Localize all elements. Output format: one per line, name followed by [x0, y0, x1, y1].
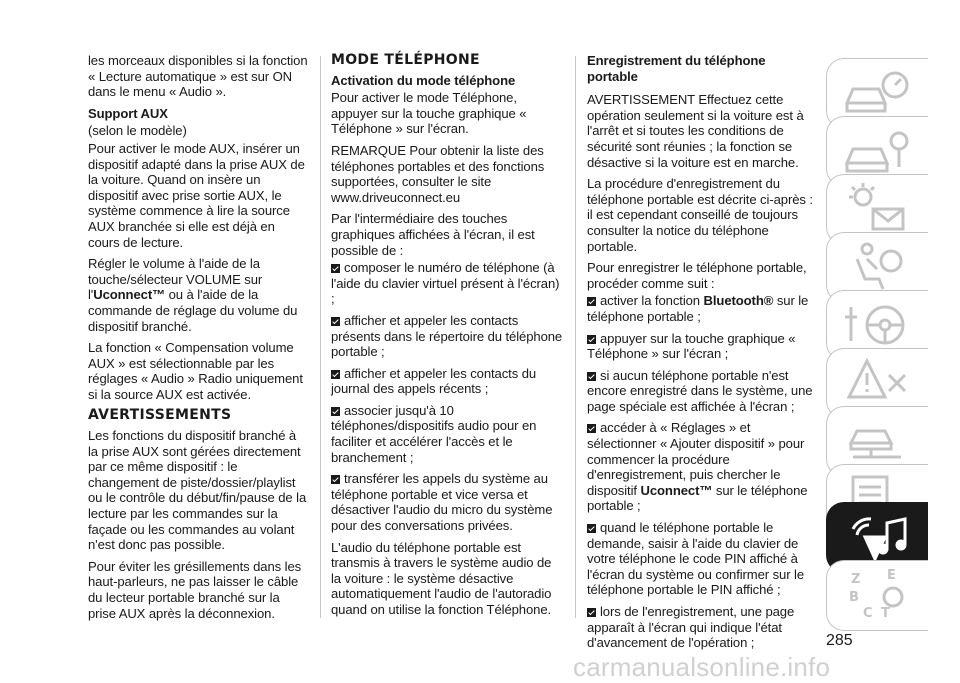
- list-item: lors de l'enregistrement, une page apparaît à l'écran qui indique l'état d'avancement de l'opération ;: [587, 604, 795, 651]
- paragraph: Pour activer le mode AUX, insérer un dispositif adapté dans la prise AUX de la voiture. Quand on insère un dispositif avec prise sortie AUX, le système commence à lire la source AUX branchée si elle est déjà en cours de lecture.: [88, 140, 305, 250]
- checkbox-bullet-icon: [587, 608, 596, 617]
- index-letter: B: [849, 590, 859, 605]
- section-heading-phone-mode: MODE TÉLÉPHONE: [331, 52, 480, 68]
- paragraph: AVERTISSEMENT Effectuez cette opération seulement si la voiture est à l'arrêt et si toutes les conditions de sécurité sont réunies ; la fonction se désactive si la voiture est en marche.: [587, 92, 804, 170]
- index-letter: C: [863, 606, 873, 621]
- paragraph: Pour enregistrer le téléphone portable, procéder comme suit :: [587, 260, 807, 291]
- sun-envelope-icon: [843, 181, 913, 237]
- index-letter: T: [881, 606, 890, 621]
- paragraph: Les fonctions du dispositif branché à la prise AUX sont gérées directement par ce même dispositif : le changement de piste/dossier/playlist ou le contrôle du début/fin/pause de la lecture par les commandes sur la façade ou les commandes au volant n'est donc pas possible.: [88, 428, 307, 553]
- list-item: associer jusqu'à 10 téléphones/dispositifs audio pour en faciliter et accélérer l'accès et le branchement ;: [331, 402, 537, 465]
- checkbox-bullet-icon: [331, 475, 340, 484]
- checkbox-bullet-icon: [331, 407, 340, 416]
- car-lift-icon: [843, 413, 913, 469]
- list-item: si aucun téléphone portable n'est encore enregistré dans le système, une page spéciale est affichée à l'écran ;: [587, 367, 813, 414]
- section-heading-warnings: AVERTISSEMENTS: [88, 407, 232, 424]
- list-item: afficher et appeler les contacts du journal des appels récents ;: [331, 365, 537, 397]
- car-dashboard-icon: [843, 65, 913, 121]
- paragraph: les morceaux disponibles si la fonction « Lecture automatique » est sur ON dans le menu « Audio ».: [88, 53, 308, 100]
- list-item: transférer les appels du système au téléphone portable et vice versa et désactiver l'audio du micro du système pour des conversations privées.: [331, 471, 553, 534]
- airbag-seat-icon: [843, 239, 913, 295]
- checkbox-bullet-icon: [331, 264, 340, 273]
- car-key-icon: [843, 123, 913, 179]
- paragraph: Pour éviter les grésillements dans les haut-parleurs, ne pas laisser le câble du lecteur portable branché sur la prise AUX après la déconnexion.: [88, 558, 302, 621]
- list-item: composer le numéro de téléphone (à l'aide du clavier virtuel présent à l'écran) ;: [331, 260, 560, 307]
- watermark: carmanualsonline.info: [573, 652, 831, 682]
- paragraph: Par l'intermédiaire des touches graphiques affichées à l'écran, il est possible de :: [331, 211, 535, 258]
- brand-uconnect: Uconnect™: [93, 287, 166, 303]
- column-divider: [575, 56, 576, 618]
- index-letter: Z: [851, 572, 861, 587]
- warning-triangle-icon: [843, 355, 913, 411]
- brand-bluetooth: Bluetooth®: [703, 293, 774, 309]
- paragraph: La procédure d'enregistrement du téléphone portable est décrite ci-après : il est cependant conseillé de toujours consulter la notice du téléphone portable.: [587, 176, 813, 254]
- page-number: 285: [826, 632, 853, 649]
- checkbox-bullet-icon: [331, 370, 340, 379]
- list-item: appuyer sur la touche graphique « Téléphone » sur l'écran ;: [587, 330, 796, 362]
- list-item: quand le téléphone portable le demande, saisir à l'aide du clavier de votre téléphone le code PIN affiché à l'écran du système ou confirmer sur le téléphone portable le PIN affiché ;: [587, 520, 805, 598]
- list-item: activer la fonction Bluetooth® sur le téléphone portable ;: [587, 293, 809, 324]
- list-item: accéder à « Réglages » et sélectionner « Ajouter dispositif » pour commencer la procédure d'enregistrement, puis chercher le dispositif Uconnect™ sur le téléphone portable ;: [587, 420, 808, 514]
- paragraph: (selon le modèle): [88, 123, 187, 139]
- steering-wheel-icon: [843, 297, 913, 353]
- checkbox-bullet-icon: [587, 524, 596, 533]
- checkbox-bullet-icon: [331, 317, 340, 326]
- alphabet-icon: [843, 567, 913, 623]
- column-aux: [88, 53, 308, 627]
- section-heading-support-aux: Support AUX: [88, 105, 168, 121]
- paragraph: Régler le volume à l'aide de la touche/sélecteur VOLUME sur l'Uconnect™ ou à l'aide de la commande de réglage du volume du dispositif branché.: [88, 256, 298, 334]
- paragraph: La fonction « Compensation volume AUX » est sélectionnable par les réglages « Audio » Radio uniquement si la source AUX est activée.: [88, 340, 303, 402]
- music-signal-icon: [843, 509, 913, 565]
- column-divider: [320, 56, 321, 618]
- subheading-activation: Activation du mode téléphone: [331, 72, 516, 88]
- index-letter: E: [887, 568, 896, 583]
- checkbox-bullet-icon: [587, 297, 596, 306]
- paragraph: REMARQUE Pour obtenir la liste des téléphones portables et des fonctions supportées, consulter le site www.driveuconnect.eu: [331, 142, 545, 205]
- checkbox-bullet-icon: [587, 424, 596, 433]
- column-phone-mode: [331, 53, 563, 624]
- paragraph: Pour activer le mode Téléphone, appuyer sur la touche graphique « Téléphone » sur l'écran.: [331, 90, 527, 137]
- column-phone-registration: [587, 53, 813, 657]
- list-item: afficher et appeler les contacts présents dans le répertoire du téléphone portable ;: [331, 312, 563, 360]
- checkbox-bullet-icon: [587, 372, 596, 381]
- index-tab[interactable]: [826, 560, 928, 631]
- paragraph: L'audio du téléphone portable est transmis à travers le système audio de la voiture : le système désactive automatiquement l'audio de l'autoradio quand on utilise la fonction Téléphone.: [331, 539, 552, 617]
- checkbox-bullet-icon: [587, 335, 596, 344]
- subheading-registration: Enregistrement du téléphone portable: [587, 53, 766, 84]
- brand-uconnect: Uconnect™: [640, 482, 713, 498]
